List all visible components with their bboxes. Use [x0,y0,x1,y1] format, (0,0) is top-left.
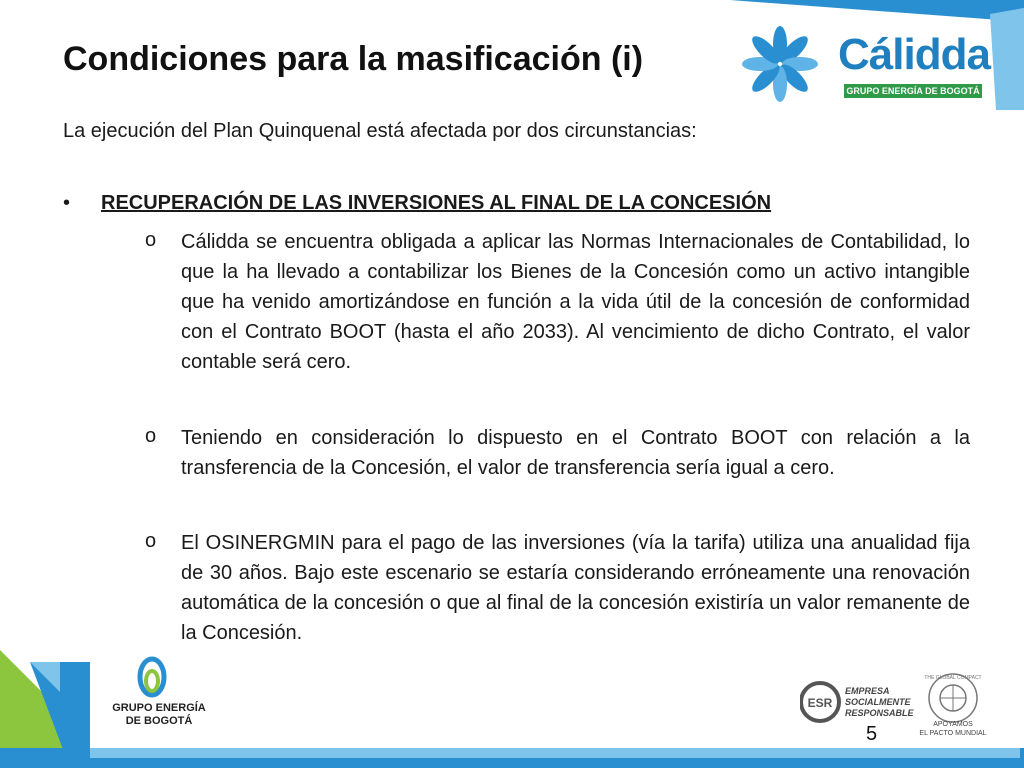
esr-line-2: SOCIALMENTE [845,697,911,707]
section-heading: RECUPERACIÓN DE LAS INVERSIONES AL FINAL DE LA CONCESIÓN [101,192,772,214]
gc-arc-text: THE GLOBAL COMPACT [924,675,982,681]
geb-logo-text [104,702,214,728]
global-compact-text [912,720,994,738]
intro-text: La ejecución del Plan Quinquenal está afectada por dos circunstancias: [63,120,697,142]
geb-line-1: GRUPO ENERGÍA [112,702,206,714]
page-number: 5 [866,723,878,745]
esr-line-1: EMPRESA [845,686,890,696]
esr-line-3: RESPONSABLE [845,708,914,718]
sub-bullet-marker: o [145,530,157,552]
esr-badge-text: ESR [807,696,833,710]
gc-line-1: APOYAMOS [933,721,973,728]
geb-line-2: DE BOGOTÁ [125,715,193,727]
point-1: Cálidda se encuentra obligada a aplicar las Normas Internacionales de Contabilidad, lo que la ha llevado a contabilizar los Bienes de la Concesión como un activo intangible que ha venido amortizándose en función a la vida útil de la concesión de conformidad con el Contrato BOOT (hasta el año 2033). Al vencimiento de dicho Contrato, el valor contable será cero. [181,231,970,373]
point-3: El OSINERGMIN para el pago de las inversiones (vía la tarifa) utiliza una anualidad fija de 30 años. Bajo este escenario se estaría considerando erróneamente una renovación automática de la concesión o que al final de la concesión existiría un valor remanente de la Concesión. [181,532,970,644]
calidda-tagline: GRUPO ENERGÍA DE BOGOTÁ [844,84,982,98]
sub-bullet-marker: o [145,229,157,251]
bullet-marker: • [63,192,71,214]
esr-text [845,686,914,719]
gc-line-2: EL PACTO MUNDIAL [919,730,987,737]
point-2: Teniendo en consideración lo dispuesto en el Contrato BOOT con relación a la transferencia de la Concesión, el valor de transferencia sería igual a cero. [181,427,970,479]
calidda-wordmark: Cálidda [838,30,990,79]
sub-bullet-marker: o [145,425,157,447]
slide-title: Condiciones para la masificación (i) [63,40,644,78]
